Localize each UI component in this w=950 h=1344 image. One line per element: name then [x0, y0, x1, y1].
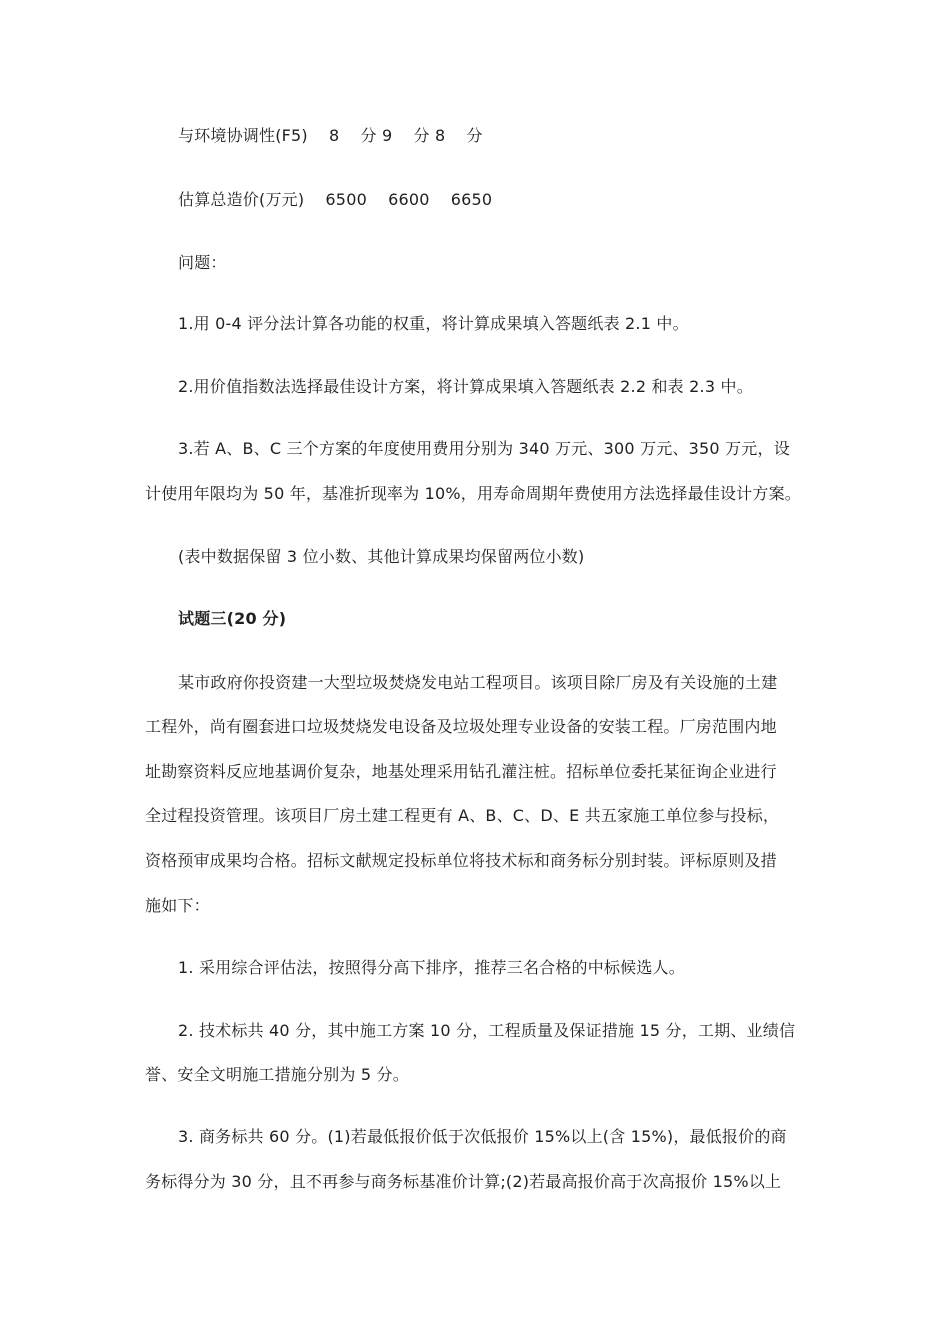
question-3-line-2: 计使用年限均为 50 年，基准折现率为 10%，用寿命周期年费使用方法选择最佳设计方案。 — [145, 484, 801, 503]
section-heading: 试题三(20 分) — [178, 609, 287, 628]
rule-2-line-2: 誉、安全文明施工措施分别为 5 分。 — [145, 1065, 409, 1084]
paragraph-line-6: 施如下： — [145, 896, 210, 915]
rule-2-line-1: 2. 技术标共 40 分，其中施工方案 10 分，工程质量及保证措施 15 分，工期、业绩信 — [178, 1021, 796, 1040]
question-3-line-1: 3.若 A、B、C 三个方案的年度使用费用分别为 340 万元、300 万元、350 万元，设 — [178, 439, 790, 458]
question-1: 1.用 0-4 评分法计算各功能的权重，将计算成果填入答题纸表 2.1 中。 — [178, 314, 689, 333]
paragraph-line-1: 某市政府你投资建一大型垃圾焚烧发电站工程项目。该项目除厂房及有关设施的土建 — [178, 673, 778, 692]
table-row-cost: 估算总造价(万元) 6500 6600 6650 — [178, 190, 493, 209]
question-2: 2.用价值指数法选择最佳设计方案，将计算成果填入答题纸表 2.2 和表 2.3 中。 — [178, 377, 753, 396]
rule-3-line-1: 3. 商务标共 60 分。(1)若最低报价低于次低报价 15%以上(含 15%)，最低报价的商 — [178, 1127, 787, 1146]
precision-note: (表中数据保留 3 位小数、其他计算成果均保留两位小数) — [178, 547, 585, 566]
rule-1: 1. 采用综合评估法，按照得分高下排序，推荐三名合格的中标候选人。 — [178, 958, 685, 977]
paragraph-line-2: 工程外，尚有圈套进口垃圾焚烧发电设备及垃圾处理专业设备的安装工程。厂房范围内地 — [145, 717, 777, 736]
rule-3-line-2: 务标得分为 30 分，且不再参与商务标基准价计算;(2)若最高报价高于次高报价 15%以上 — [145, 1172, 782, 1191]
table-row-f5: 与环境协调性(F5) 8 分 9 分 8 分 — [178, 126, 483, 145]
questions-heading: 问题： — [178, 253, 227, 272]
paragraph-line-3: 址勘察资料反应地基调价复杂，地基处理采用钻孔灌注桩。招标单位委托某征询企业进行 — [145, 762, 777, 781]
paragraph-line-5: 资格预审成果均合格。招标文献规定投标单位将技术标和商务标分别封装。评标原则及措 — [145, 851, 777, 870]
paragraph-line-4: 全过程投资管理。该项目厂房土建工程更有 A、B、C、D、E 共五家施工单位参与投标， — [145, 806, 780, 825]
